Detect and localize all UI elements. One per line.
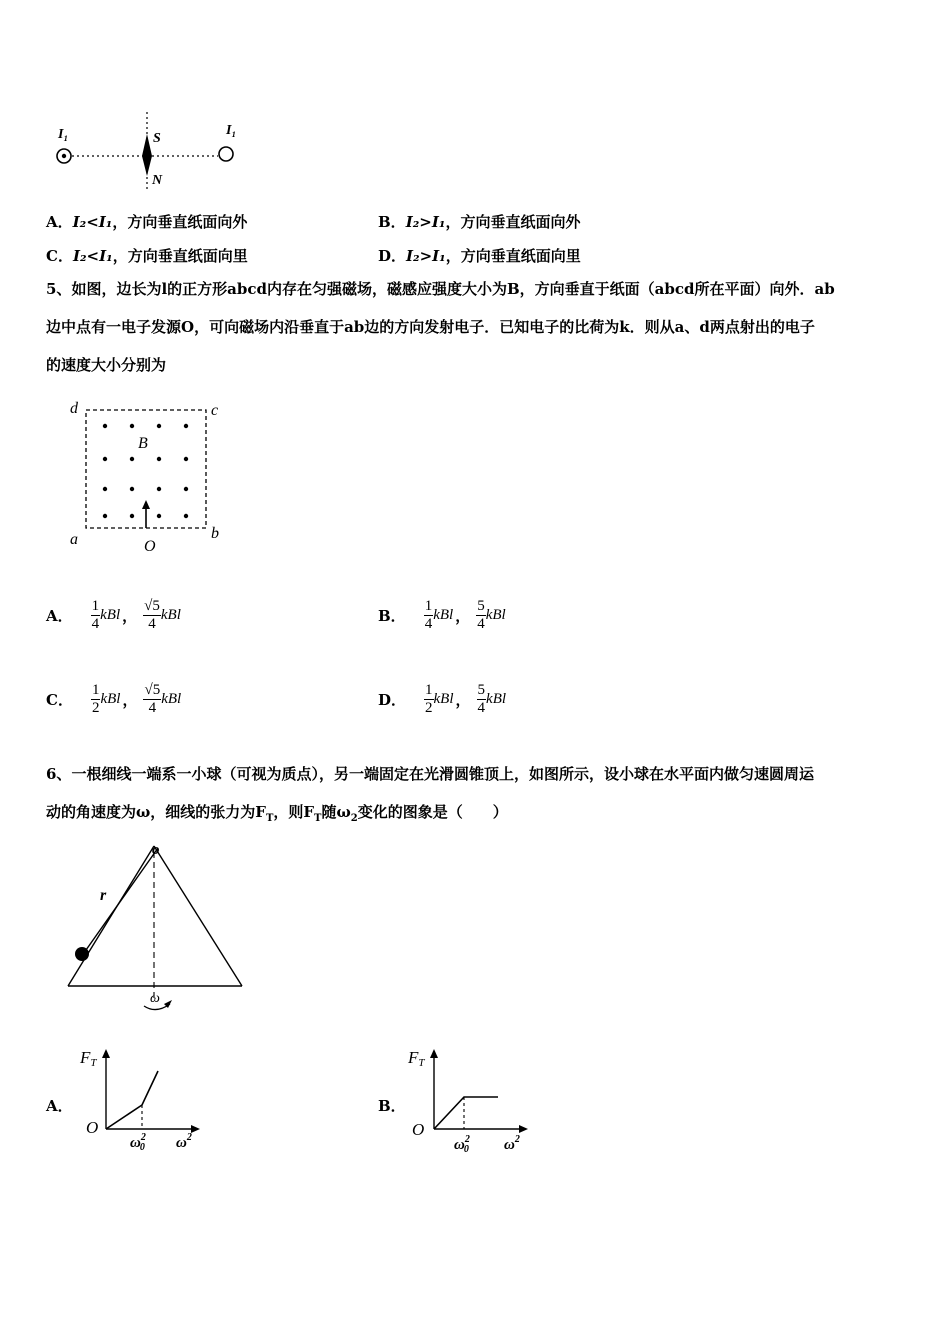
q5-line-3: 的速度大小分别为 xyxy=(46,356,167,374)
option-letter: C． xyxy=(46,247,73,265)
option-text: ，方向垂直纸面向里 xyxy=(112,247,248,265)
fraction: $\frac{1}{2}$ xyxy=(91,682,100,716)
apex-label-o: o xyxy=(152,842,160,858)
label-i-left: I₁ xyxy=(58,127,69,142)
fraction: $\frac{√5}{4}$ xyxy=(144,682,161,716)
x-label: $\omega^2$ xyxy=(176,1132,192,1151)
option-letter: D． xyxy=(378,247,407,265)
corner-c: c xyxy=(211,402,219,419)
q4-option-b[interactable] xyxy=(378,211,580,232)
wire-empty-icon xyxy=(219,147,233,161)
option-text: ，方向垂直纸面向外 xyxy=(445,213,581,231)
q6-line-2: 动的角速度为ω，细线的张力为$F_T$，则$F_T$随$\omega_2$变化的图象是（ ） xyxy=(46,803,508,824)
cone-left-edge xyxy=(68,846,154,986)
x-axis-arrowhead-icon xyxy=(191,1125,200,1133)
label-s: S xyxy=(153,131,161,146)
option-var: I₂<I₁ xyxy=(72,247,113,265)
question-number: 6、 xyxy=(46,765,72,783)
corner-b: b xyxy=(211,525,219,542)
fraction: $\frac{1}{4}$ xyxy=(424,598,433,632)
q4-option-a[interactable] xyxy=(46,211,247,232)
q5-field-figure xyxy=(66,398,236,560)
ball-icon xyxy=(75,947,89,961)
y-axis-arrowhead-icon xyxy=(430,1049,438,1058)
x-axis-arrowhead-icon xyxy=(519,1125,528,1133)
arrowhead-icon xyxy=(142,500,150,509)
omega-label: ω xyxy=(150,991,160,1006)
fraction: $\frac{√5}{4}$ xyxy=(144,598,160,632)
q5-line-1: 5、如图，边长为l的正方形abcd内存在匀强磁场，磁感应强度大小为B，方向垂直于纸面（abcd所在平面）向外．ab xyxy=(46,280,835,298)
q6-graph-a[interactable] xyxy=(76,1045,206,1153)
q6-graph-b[interactable] xyxy=(404,1045,534,1153)
q4-option-d[interactable] xyxy=(378,245,581,266)
string-line xyxy=(86,848,158,950)
corner-a: a xyxy=(70,531,78,548)
fraction: $\frac{5}{4}$ xyxy=(477,598,485,632)
y-label: FT xyxy=(80,1048,97,1069)
option-var: I₂>I₁ xyxy=(405,213,446,231)
option-var: I₂<I₁ xyxy=(72,213,113,231)
q5-line-2: 边中点有一电子发源O，可向磁场内沿垂直于ab边的方向发射电子．已知电子的比荷为k．则从a、d两点射出的电子 xyxy=(46,318,815,336)
question-number: 5、 xyxy=(46,280,72,298)
x-mark-label: $\omega^2$ 0 xyxy=(454,1134,470,1153)
string-label-r: r xyxy=(100,887,107,904)
label-n: N xyxy=(152,173,163,188)
y-axis-arrowhead-icon xyxy=(102,1049,110,1058)
option-letter: C． xyxy=(46,691,73,709)
option-var: I₂>I₁ xyxy=(406,247,446,265)
option-letter: A． xyxy=(46,213,73,231)
curve xyxy=(434,1097,498,1129)
fraction: $\frac{1}{2}$ xyxy=(425,682,433,716)
corner-d: d xyxy=(70,400,78,417)
fraction: $\frac{5}{4}$ xyxy=(477,682,486,716)
compass-needle-icon xyxy=(142,134,152,176)
q5-option-d[interactable]: D． $\frac{1}{2}$ kBl ， $\frac{5}{4}$ kBl xyxy=(378,682,507,716)
x-mark-label: $\omega^2$ 0 xyxy=(130,1132,146,1153)
fraction: $\frac{1}{4}$ xyxy=(91,598,100,632)
q4-option-c[interactable] xyxy=(46,245,248,266)
q6-line-1: 6、一根细线一端系一小球（可视为质点），另一端固定在光滑圆锥顶上，如图所示，设小球在水平面内做匀速圆周运 xyxy=(46,765,814,783)
q5-option-c[interactable]: C． $\frac{1}{2}$ kBl ， $\frac{√5}{4}$ kBl xyxy=(46,682,182,716)
option-letter: A． xyxy=(46,607,73,625)
option-text: ，方向垂直纸面向里 xyxy=(445,247,581,265)
wire-dot-icon xyxy=(62,154,66,158)
origin-label: O xyxy=(412,1120,425,1139)
q6-option-a-letter[interactable]: A． xyxy=(46,1097,73,1115)
origin-label-o: O xyxy=(144,538,156,555)
x-label: $\omega^2$ xyxy=(504,1134,520,1153)
q5-option-b[interactable]: B． $\frac{1}{4}$ kBl ， $\frac{5}{4}$ kBl xyxy=(378,598,506,632)
curve xyxy=(106,1071,158,1129)
q6-option-b-letter[interactable]: B． xyxy=(378,1097,406,1115)
y-label: FT xyxy=(408,1048,425,1069)
option-text: ，方向垂直纸面向外 xyxy=(112,213,248,231)
origin-label: O xyxy=(86,1118,99,1137)
cone-right-edge xyxy=(154,846,242,986)
option-letter: B． xyxy=(378,607,406,625)
option-letter: D． xyxy=(378,691,407,709)
option-letter: B． xyxy=(378,213,406,231)
label-i-right: I₁ xyxy=(226,123,237,138)
q6-stem xyxy=(46,755,916,838)
q5-option-a[interactable]: A． $\frac{1}{4}$ kBl ， $\frac{√5}{4}$ kBl xyxy=(46,598,181,632)
q5-stem xyxy=(46,270,916,384)
q4-compass-figure xyxy=(46,108,246,196)
q6-cone-figure xyxy=(62,838,252,1018)
field-label-b: B xyxy=(138,435,148,452)
